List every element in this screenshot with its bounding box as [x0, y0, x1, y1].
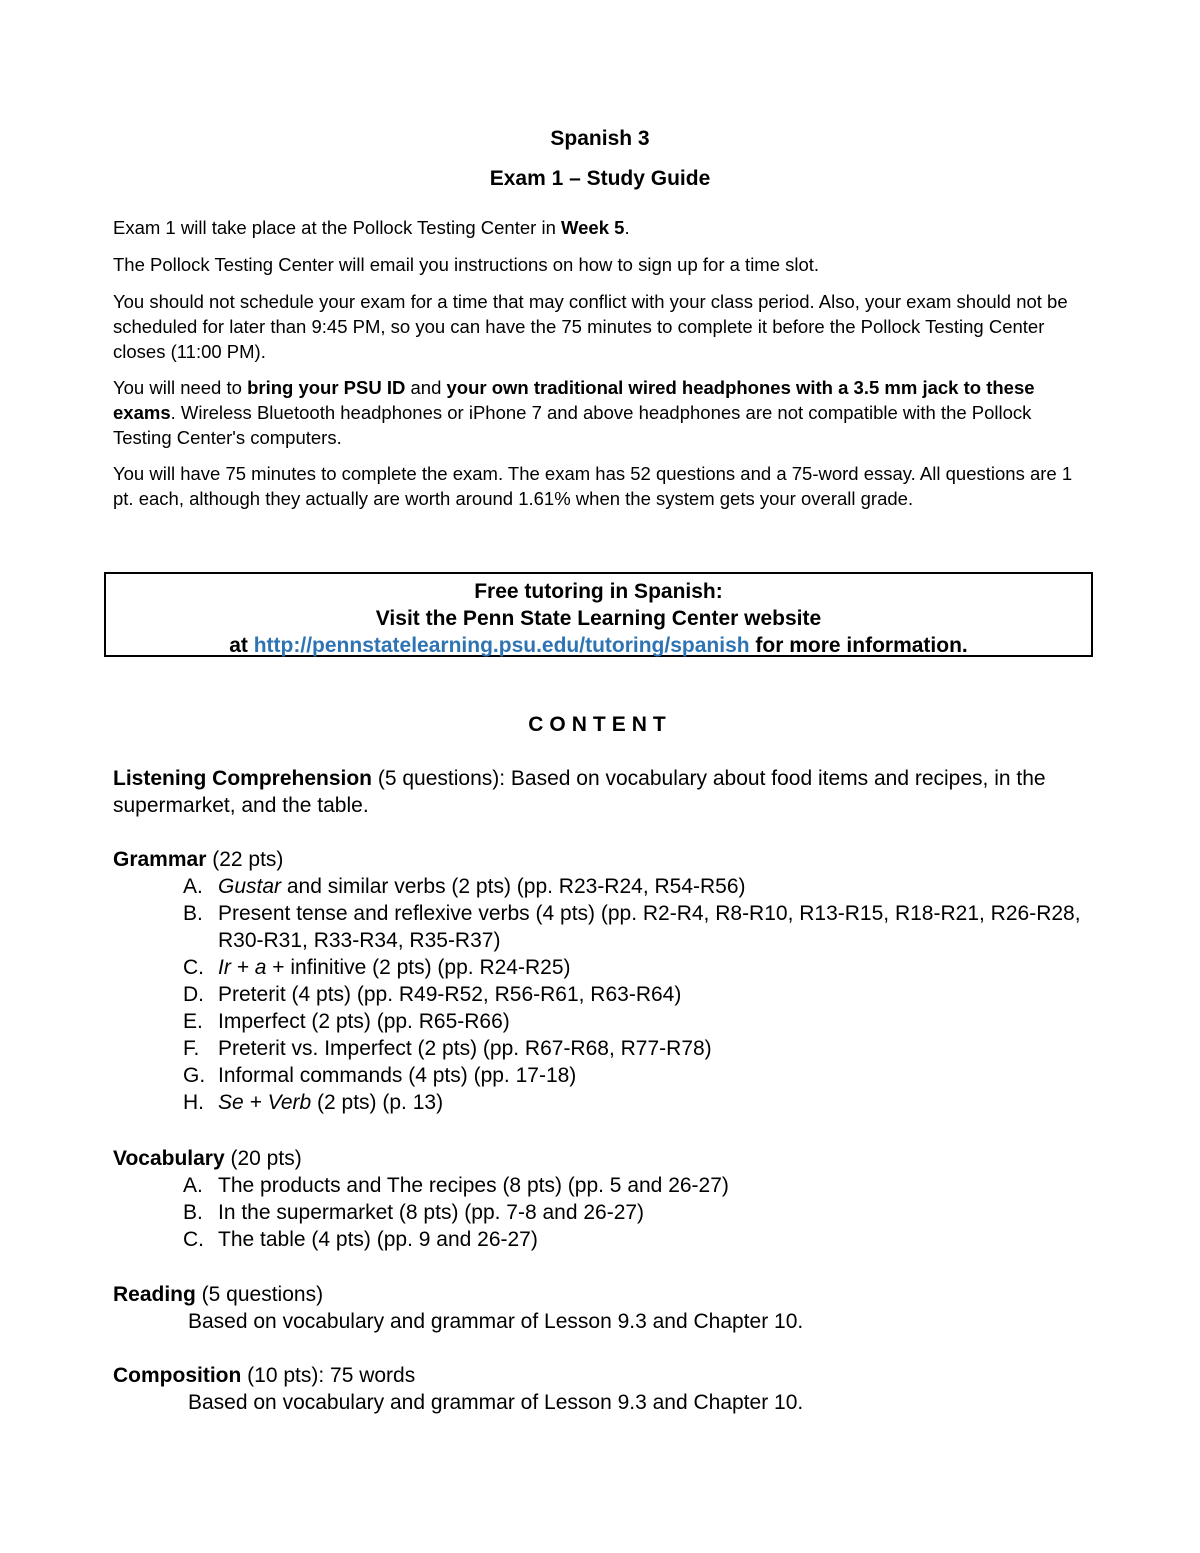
requirements-paragraph [113, 375, 1088, 450]
composition-label: Composition [113, 1364, 242, 1387]
vocabulary-item [113, 1226, 1088, 1253]
composition-section [113, 1362, 1088, 1416]
grammar-item-text: Informal commands (4 pts) (pp. 17-18) [218, 1064, 577, 1087]
grammar-item-text: Imperfect (2 pts) (pp. R65-R66) [218, 1010, 510, 1033]
grammar-item [113, 1035, 1088, 1062]
vocabulary-item [113, 1199, 1088, 1226]
requirement-headphones: your own traditional wired headphones with a 3.5 mm jack to these exams [113, 377, 1035, 423]
vocabulary-item-text: In the supermarket (8 pts) (pp. 7-8 and 26-27) [218, 1201, 645, 1224]
reading-detail: (5 questions) [195, 1283, 324, 1306]
grammar-label: Grammar [113, 848, 207, 871]
listening-detail: (5 questions): Based on vocabulary about food items and recipes, in the supermarket, and the table. [113, 767, 1046, 817]
grammar-item-text: (2 pts) (p. 13) [311, 1091, 444, 1114]
grammar-item-italic: Gustar [218, 875, 282, 898]
list-marker: C. [183, 956, 204, 979]
document-subtitle: Exam 1 – Study Guide [489, 167, 711, 190]
reading-section [113, 1281, 1088, 1335]
tutoring-link-prefix: at [229, 634, 254, 657]
composition-header [113, 1362, 1088, 1389]
list-marker: F. [183, 1037, 200, 1060]
exam-location-text: Exam 1 will take place at the Pollock Testing Center in [113, 217, 561, 238]
document-title: Spanish 3 [550, 127, 650, 150]
vocabulary-item [113, 1172, 1088, 1199]
vocabulary-section [113, 1145, 1088, 1253]
grammar-item [113, 1062, 1088, 1089]
list-marker: A. [183, 875, 203, 898]
grammar-item-text: Present tense and reflexive verbs (4 pts) (pp. R2-R4, R8-R10, R13-R15, R18-R21, R26-R28, R30-R31, R33-R34, R35-R37) [218, 902, 1081, 952]
list-marker: B. [183, 1201, 203, 1224]
reading-header [113, 1281, 1088, 1308]
tutoring-link[interactable]: http://pennstatelearning.psu.edu/tutoring/spanish [253, 634, 750, 657]
grammar-section [113, 846, 1088, 1116]
list-marker: A. [183, 1174, 203, 1197]
grammar-item [113, 1089, 1088, 1116]
exam-week: Week 5 [561, 217, 625, 238]
list-marker: H. [183, 1091, 204, 1114]
requirements-text-end: . Wireless Bluetooth headphones or iPhone 7 and above headphones are not compatible with the Pollock Testing Center's computers. [113, 402, 1032, 448]
scheduling-paragraph: You should not schedule your exam for a time that may conflict with your class period. Also, your exam should not be scheduled for later than 9:45 PM, so you can have the 75 minutes to complete it before the Pollock Testing Center closes (11:00 PM). [113, 291, 1068, 362]
tutoring-link-line [106, 632, 1091, 659]
tutoring-visit-text: Visit the Penn State Learning Center website [375, 607, 822, 630]
grammar-item [113, 900, 1088, 954]
tutoring-box [104, 572, 1093, 657]
list-marker: B. [183, 902, 203, 925]
grammar-item [113, 954, 1088, 981]
vocabulary-header [113, 1145, 1088, 1172]
exam-location-paragraph [113, 215, 1088, 240]
requirements-text-mid: and [405, 377, 447, 398]
vocabulary-item-text: The products and The recipes (8 pts) (pp. 5 and 26-27) [218, 1174, 729, 1197]
grammar-item-text: Preterit vs. Imperfect (2 pts) (pp. R67-R68, R77-R78) [218, 1037, 712, 1060]
tutoring-link-suffix: for more information. [749, 634, 968, 657]
grammar-item-text: and similar verbs (2 pts) (pp. R23-R24, R54-R56) [281, 875, 746, 898]
vocabulary-list [113, 1172, 1088, 1253]
grammar-item [113, 873, 1088, 900]
listening-section [113, 765, 1088, 819]
vocabulary-item-text: The table (4 pts) (pp. 9 and 26-27) [218, 1228, 538, 1251]
signup-paragraph: The Pollock Testing Center will email you instructions on how to sign up for a time slot. [113, 254, 820, 275]
grammar-item [113, 1008, 1088, 1035]
listening-label: Listening Comprehension [113, 767, 373, 790]
list-marker: E. [183, 1010, 203, 1033]
vocabulary-label: Vocabulary [113, 1147, 225, 1170]
requirements-text-start: You will need to [113, 377, 248, 398]
exam-format-paragraph: You will have 75 minutes to complete the exam. The exam has 52 questions and a 75-word essay. All questions are 1 pt. each, although they actually are worth around 1.61% when the system gets your overall grade. [113, 463, 1073, 509]
composition-detail: (10 pts): 75 words [241, 1364, 416, 1387]
reading-body: Based on vocabulary and grammar of Lesson 9.3 and Chapter 10. [188, 1310, 804, 1333]
grammar-header [113, 846, 1088, 873]
grammar-item [113, 981, 1088, 1008]
vocabulary-detail: (20 pts) [224, 1147, 302, 1170]
list-marker: C. [183, 1228, 204, 1251]
grammar-item-text: + infinitive (2 pts) (pp. R24-R25) [266, 956, 571, 979]
list-marker: G. [183, 1064, 206, 1087]
grammar-item-italic: Se + Verb [218, 1091, 312, 1114]
grammar-list [113, 873, 1088, 1116]
requirement-psu-id: bring your PSU ID [247, 377, 406, 398]
grammar-item-italic: Ir + a [218, 956, 267, 979]
content-heading: CONTENT [528, 713, 672, 736]
grammar-item-text: Preterit (4 pts) (pp. R49-R52, R56-R61, R63-R64) [218, 983, 682, 1006]
list-marker: D. [183, 983, 204, 1006]
exam-location-end: . [624, 217, 630, 238]
reading-label: Reading [113, 1283, 196, 1306]
grammar-detail: (22 pts) [206, 848, 284, 871]
composition-body: Based on vocabulary and grammar of Lesson 9.3 and Chapter 10. [188, 1391, 804, 1414]
tutoring-heading: Free tutoring in Spanish: [474, 580, 723, 603]
